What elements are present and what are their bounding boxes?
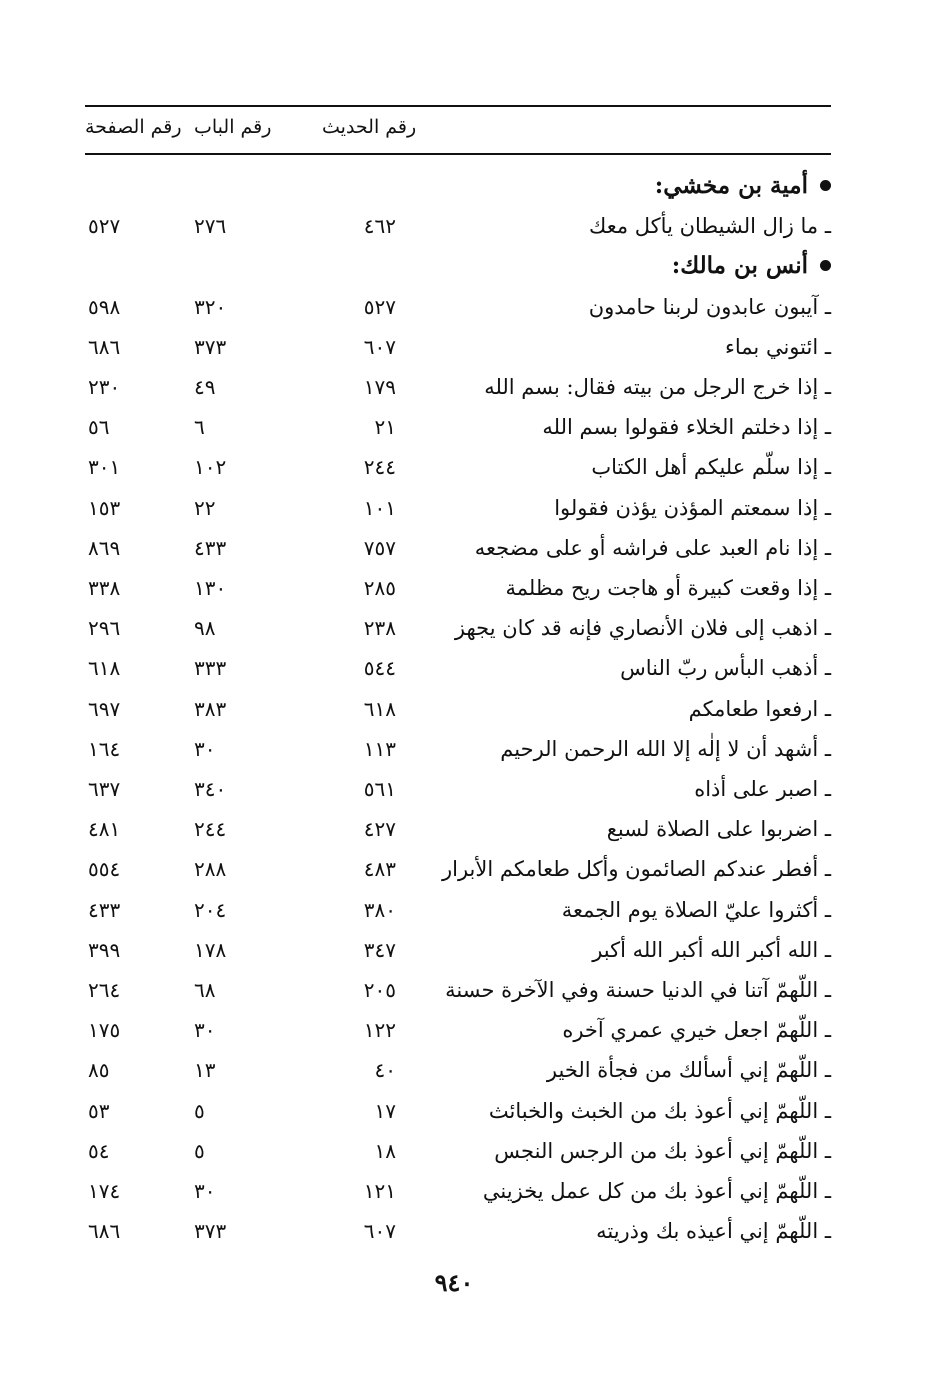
page-ref: ٥٩٨: [88, 294, 121, 319]
hadith-title: ـ اللّهمّ إني أسألك من فجأة الخير: [546, 1058, 831, 1083]
hadith-number: ٢١: [374, 415, 396, 440]
chapter-number: ٢٠٤: [194, 897, 227, 922]
hadith-number: ٦٠٧: [363, 1219, 396, 1244]
hadith-title: ـ اللّهمّ اجعل خيري عمري آخره: [562, 1018, 831, 1043]
page-ref: ٣٣٨: [88, 576, 121, 600]
hadith-number: ١٨: [374, 1138, 396, 1163]
chapter-number: ٣٧٣: [194, 334, 227, 359]
hadith-number: ٢٤٤: [363, 455, 396, 480]
index-entry: [0, 1091, 948, 1131]
narrator-name-text: أنس بن مالك:: [671, 252, 808, 280]
chapter-number: ٩٨: [194, 616, 216, 641]
index-entry: [0, 206, 948, 246]
hadith-number: ٤٠: [374, 1058, 396, 1083]
narrator-heading: [0, 166, 948, 206]
index-entry: [0, 769, 948, 809]
index-entry: [0, 849, 948, 889]
page-ref: ٢٦٤: [88, 978, 121, 1002]
index-entry: [0, 447, 948, 487]
hadith-title: ـ ارفعوا طعامكم: [688, 696, 831, 721]
bullet-icon: [820, 180, 831, 191]
chapter-number: ٤٣٣: [194, 535, 227, 560]
chapter-number: ٢٨٨: [194, 857, 227, 882]
page-ref: ٤٨١: [88, 817, 121, 842]
hadith-title: ـ إذا خرج الرجل من بيته فقال: بسم الله: [484, 375, 831, 399]
hadith-title: ـ الله أكبر الله أكبر الله أكبر: [592, 937, 831, 962]
hadith-number: ٧٥٧: [363, 535, 396, 560]
chapter-number: ٣٢٠: [194, 294, 227, 319]
page-ref: ٤٣٣: [88, 897, 121, 922]
index-entry: [0, 407, 948, 447]
index-entry: [0, 930, 948, 970]
hadith-number: ١٢١: [363, 1179, 396, 1203]
chapter-number: ٣٠: [194, 736, 216, 761]
index-entry: [0, 1131, 948, 1171]
narrator-heading: [0, 246, 948, 286]
bullet-icon: [820, 260, 831, 271]
chapter-number: ٥: [194, 1098, 205, 1123]
chapter-number: ٣٤٠: [194, 777, 227, 801]
hadith-title: ـ ما زال الشيطان يأكل معك: [589, 214, 831, 239]
page-ref: ٣٩٩: [88, 937, 121, 962]
page-ref: ٦٨٦: [88, 1219, 121, 1244]
index-entry: [0, 1050, 948, 1090]
chapter-number: ٣٨٣: [194, 696, 227, 721]
hadith-number: ٤٦٢: [363, 214, 396, 239]
page-ref: ٨٦٩: [88, 535, 121, 560]
page-ref: ٥٥٤: [88, 857, 121, 882]
hadith-number: ١٠١: [363, 495, 396, 520]
hadith-number: ١٧: [374, 1098, 396, 1123]
hadith-title: ـ اضربوا على الصلاة لسبع: [606, 817, 831, 842]
page-number: ٩٤٠: [434, 1268, 474, 1297]
index-entry: [0, 809, 948, 849]
hadith-title: ـ آيبون عابدون لربنا حامدون: [588, 294, 831, 319]
hadith-title: ـ اللّهمّ إني أعوذ بك من الرجس النجس: [494, 1138, 831, 1163]
page-ref: ٢٣٠: [88, 375, 121, 399]
hadith-title: ـ أكثروا عليّ الصلاة يوم الجمعة: [561, 897, 831, 922]
chapter-number: ١٠٢: [194, 455, 227, 480]
header-bottom-rule: [85, 153, 831, 155]
chapter-number: ٣٧٣: [194, 1219, 227, 1244]
page-ref: ٥٦: [88, 415, 110, 440]
index-entry: [0, 890, 948, 930]
hadith-number: ٣٨٠: [363, 897, 396, 922]
index-entry: [0, 648, 948, 688]
page-ref: ٦٩٧: [88, 696, 121, 721]
page-ref: ١٦٤: [88, 736, 121, 761]
hadith-title: ـ إذا نام العبد على فراشه أو على مضجعه: [474, 535, 831, 560]
hadith-number: ٣٤٧: [363, 937, 396, 962]
hadith-title: ـ أذهب البأس ربّ الناس: [620, 656, 831, 681]
chapter-number: ٤٩: [194, 375, 216, 399]
index-entry: [0, 1211, 948, 1251]
hadith-number: ٥٦١: [363, 777, 396, 801]
hadith-number: ٦٠٧: [363, 334, 396, 359]
hadith-number: ٥٢٧: [363, 294, 396, 319]
chapter-number: ٣٣٣: [194, 656, 227, 681]
page-ref: ١٧٥: [88, 1018, 121, 1043]
page-ref: ٥٤: [88, 1138, 110, 1163]
chapter-number: ٣٠: [194, 1179, 216, 1203]
page-ref: ٣٠١: [88, 455, 121, 480]
chapter-number: ٢٤٤: [194, 817, 227, 842]
page-ref: ١٧٤: [88, 1179, 121, 1203]
index-entry: [0, 367, 948, 407]
index-entry: [0, 1010, 948, 1050]
index-entry: [0, 608, 948, 648]
chapter-number: ٥: [194, 1138, 205, 1163]
chapter-number: ٢٧٦: [194, 214, 227, 239]
hadith-title: ـ ائتوني بماء: [725, 334, 831, 359]
hadith-title: ـ أشهد أن لا إلٰه إلا الله الرحمن الرحيم: [500, 736, 831, 761]
chapter-number: ٢٢: [194, 495, 216, 520]
chapter-number-column-header: رقم الباب: [194, 116, 272, 138]
hadith-title: ـ اذهب إلى فلان الأنصاري فإنه قد كان يجهز: [454, 616, 831, 641]
page-ref: ١٥٣: [88, 495, 121, 520]
index-entry: [0, 327, 948, 367]
hadith-number: ٦١٨: [363, 696, 396, 721]
narrator-name-text: أمية بن مخشي:: [654, 172, 808, 199]
index-entry: [0, 970, 948, 1010]
index-entry: [0, 488, 948, 528]
narrator-name: [655, 166, 831, 206]
chapter-number: ٦: [194, 415, 205, 440]
index-entry: [0, 528, 948, 568]
hadith-number: ٤٢٧: [363, 817, 396, 842]
index-entry: [0, 729, 948, 769]
chapter-number: ٦٨: [194, 978, 216, 1002]
page-number-column-header: رقم الصفحة: [85, 116, 182, 138]
hadith-number: ٢٣٨: [363, 616, 396, 641]
narrator-name: [672, 246, 831, 286]
chapter-number: ٣٠: [194, 1018, 216, 1043]
hadith-title: ـ اللّهمّ إني أعوذ بك من كل عمل يخزيني: [482, 1179, 831, 1203]
chapter-number: ١٣: [194, 1058, 216, 1083]
hadith-number: ٢٠٥: [363, 978, 396, 1002]
hadith-number: ١١٣: [363, 736, 396, 761]
page-ref: ٥٣: [88, 1098, 110, 1123]
chapter-number: ١٧٨: [194, 937, 227, 962]
hadith-title: ـ إذا سلّم عليكم أهل الكتاب: [591, 455, 831, 480]
page-ref: ٦٨٦: [88, 334, 121, 359]
page-ref: ٢٩٦: [88, 616, 121, 641]
index-entry: [0, 689, 948, 729]
hadith-number: ١٢٢: [363, 1018, 396, 1043]
hadith-title: ـ أفطر عندكم الصائمون وأكل طعامكم الأبرار: [441, 857, 831, 882]
header-top-rule: [85, 105, 831, 107]
index-entry: [0, 287, 948, 327]
page-ref: ٨٥: [88, 1058, 110, 1083]
hadith-title: ـ إذا وقعت كبيرة أو هاجت ريح مظلمة: [505, 576, 831, 600]
hadith-title: ـ اصبر على أذاه: [694, 777, 831, 801]
page-ref: ٥٢٧: [88, 214, 121, 239]
index-entry: [0, 1171, 948, 1211]
page-ref: ٦١٨: [88, 656, 121, 681]
hadith-number-column-header: رقم الحديث: [322, 116, 417, 138]
hadith-title: ـ اللّهمّ إني أعوذ بك من الخبث والخبائث: [488, 1098, 831, 1123]
hadith-title: ـ إذا دخلتم الخلاء فقولوا بسم الله: [542, 415, 831, 440]
chapter-number: ١٣٠: [194, 576, 227, 600]
hadith-number: ٢٨٥: [363, 576, 396, 600]
hadith-title: ـ اللّهمّ آتنا في الدنيا حسنة وفي الآخرة حسنة: [445, 978, 831, 1002]
hadith-number: ١٧٩: [363, 375, 396, 399]
hadith-title: ـ إذا سمعتم المؤذن يؤذن فقولوا: [554, 495, 831, 520]
hadith-number: ٤٨٣: [363, 857, 396, 882]
hadith-title: ـ اللّهمّ إني أعيذه بك وذريته: [596, 1219, 831, 1244]
index-entry: [0, 568, 948, 608]
hadith-number: ٥٤٤: [363, 656, 396, 681]
page-ref: ٦٣٧: [88, 777, 121, 801]
